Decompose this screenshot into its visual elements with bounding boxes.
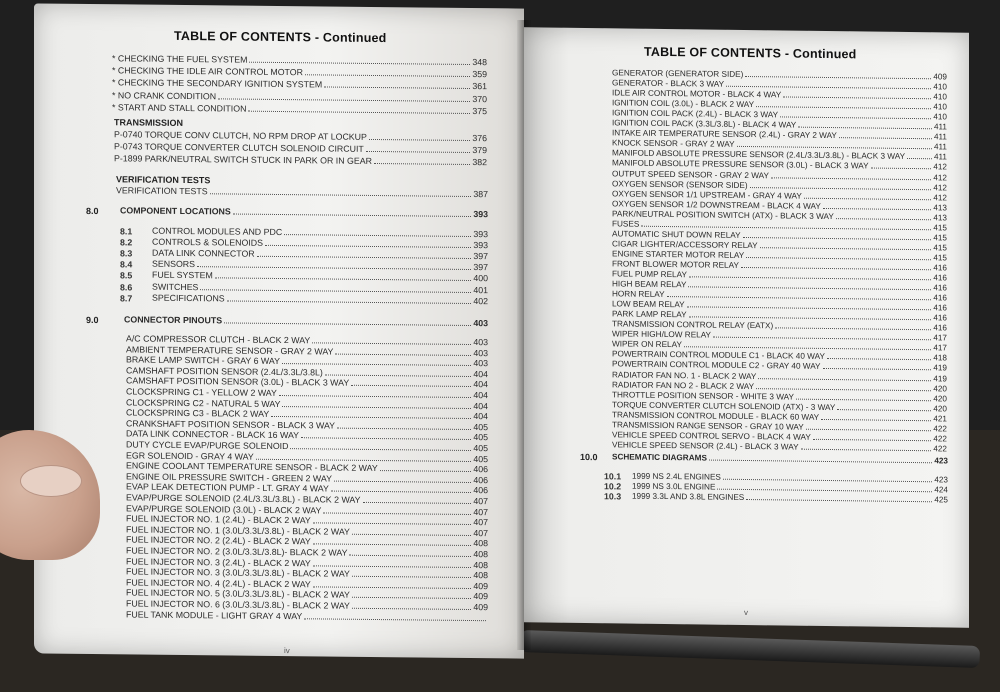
toc-entry-label: OXYGEN SENSOR 1/1 UPSTREAM - GRAY 4 WAY — [612, 188, 802, 201]
toc-entry-page: 416 — [933, 303, 947, 313]
toc-entry-label: WIPER ON RELAY — [612, 339, 682, 350]
toc-entry-label: P-1899 PARK/NEUTRAL SWITCH STUCK IN PARK OR IN GEAR — [114, 153, 372, 166]
toc-entry-label: GENERATOR (GENERATOR SIDE) — [612, 68, 744, 79]
toc-entry-label: THROTTLE POSITION SENSOR - WHITE 3 WAY — [612, 389, 794, 402]
dot-leader — [837, 403, 931, 411]
toc-entry-label: DATA LINK CONNECTOR - BLACK 16 WAY — [126, 428, 300, 441]
toc-entry-page: 407 — [473, 527, 488, 538]
dot-leader — [907, 152, 932, 159]
toc-entry-page: 415 — [933, 223, 947, 233]
dot-leader — [806, 422, 932, 431]
dot-leader — [312, 336, 471, 345]
toc-entry-page: 422 — [933, 434, 947, 444]
left-toc-title-text: TABLE OF CONTENTS — [174, 28, 312, 45]
toc-entry-label: IGNITION COIL (3.0L) - BLACK 2 WAY — [612, 98, 755, 110]
toc-entry-label: WIPER HIGH/LOW RELAY — [612, 329, 712, 340]
dot-leader — [352, 591, 471, 599]
dot-leader — [335, 347, 471, 355]
toc-entry-page: 416 — [933, 283, 947, 293]
toc-entry-label: A/C COMPRESSOR CLUTCH - BLACK 2 WAY — [126, 333, 311, 346]
toc-entry-page: 411 — [933, 122, 947, 132]
dot-leader — [380, 464, 472, 472]
dot-leader — [726, 80, 931, 90]
toc-entry-page: 415 — [933, 253, 947, 263]
subsection-number: 8.4 — [120, 259, 133, 270]
dot-leader — [304, 612, 486, 621]
toc-entry-label: * START AND STALL CONDITION — [112, 102, 247, 114]
right-page-number: v — [744, 607, 748, 618]
toc-entry-page: 406 — [473, 474, 488, 485]
dot-leader — [227, 294, 472, 304]
dot-leader — [813, 433, 932, 441]
toc-entry-label: SWITCHES — [152, 281, 199, 292]
section-9-row[interactable] — [124, 315, 488, 328]
toc-entry-label: VEHICLE SPEED SENSOR (2.4L) - BLACK 3 WAY — [612, 440, 799, 452]
dot-leader — [218, 92, 470, 102]
dot-leader — [271, 410, 471, 419]
dot-leader — [351, 379, 471, 387]
toc-entry-page: 403 — [473, 337, 488, 348]
toc-entry-page: 403 — [473, 358, 488, 369]
toc-entry-label: SPECIFICATIONS — [152, 292, 225, 304]
subsection-number: 10.3 — [604, 491, 622, 502]
dot-leader — [323, 506, 471, 515]
toc-entry-page: 401 — [473, 284, 488, 295]
toc-entry-label: * CHECKING THE FUEL SYSTEM — [112, 53, 248, 65]
toc-entry-page: 409 — [933, 72, 947, 82]
toc-entry-page: 412 — [933, 182, 947, 192]
toc-entry-label: CLOCKSPRING C3 - BLACK 2 WAY — [126, 407, 270, 420]
toc-entry-page: 416 — [933, 313, 947, 323]
toc-entry-page: 376 — [472, 133, 487, 144]
toc-entry-page: 415 — [933, 233, 947, 243]
toc-entry-page: 405 — [473, 421, 488, 432]
toc-entry-page: 413 — [933, 212, 947, 223]
right-page — [524, 27, 969, 627]
right-toc-title — [644, 45, 857, 62]
dot-leader — [313, 538, 472, 547]
section-page: 403 — [473, 318, 488, 329]
dot-leader — [282, 400, 471, 409]
toc-entry-page: 359 — [472, 69, 487, 80]
toc-entry-page: 423 — [934, 475, 948, 485]
toc-entry-page: 402 — [473, 295, 488, 306]
toc-entry-label: FUEL SYSTEM — [152, 270, 213, 281]
toc-entry-page: 419 — [933, 363, 947, 373]
section-8-row[interactable] — [120, 206, 488, 219]
toc-entry-label: FUEL INJECTOR NO. 4 (2.4L) - BLACK 2 WAY — [126, 577, 311, 590]
toc-entry-page: 411 — [933, 142, 947, 152]
toc-entry-label: FUEL INJECTOR NO. 2 (2.4L) - BLACK 2 WAY — [126, 534, 311, 547]
toc-entry-label: CLOCKSPRING C2 - NATURAL 5 WAY — [126, 396, 281, 409]
dot-leader — [750, 181, 932, 190]
toc-entry-page: 417 — [933, 343, 947, 353]
subsection-number: 8.2 — [120, 237, 133, 248]
dot-leader — [713, 331, 931, 341]
toc-entry-label: CAMSHAFT POSITION SENSOR (2.4L/3.3L/3.8L) — [126, 365, 323, 378]
dot-leader — [352, 528, 471, 536]
section-page: 393 — [473, 209, 488, 220]
toc-entry-label: POWERTRAIN CONTROL MODULE C1 - BLACK 40 WAY — [612, 349, 825, 362]
dot-leader — [369, 133, 470, 141]
dot-leader — [352, 570, 471, 578]
toc-entry-label: VERIFICATION TESTS — [116, 185, 208, 197]
toc-entry-page: 393 — [473, 240, 488, 251]
dot-leader — [349, 549, 471, 557]
toc-entry-page: 408 — [473, 570, 488, 581]
toc-entry-label: ENGINE COOLANT TEMPERATURE SENSOR - BLACK 2 WAY — [126, 460, 378, 474]
dot-leader — [801, 443, 932, 452]
toc-entry-page: 397 — [473, 251, 488, 262]
toc-entry-page: 420 — [933, 383, 947, 393]
toc-entry-label: MANIFOLD ABSOLUTE PRESSURE SENSOR (2.4L/3.3L/3.8L) - BLACK 3 WAY — [612, 148, 906, 162]
left-toc-title-suffix: - Continued — [314, 30, 387, 46]
toc-entry-page: 424 — [934, 485, 948, 495]
toc-entry-page: 425 — [934, 495, 948, 505]
toc-entry-page: 405 — [473, 453, 488, 464]
dot-leader — [756, 382, 931, 391]
subsection-number: 10.1 — [604, 471, 622, 482]
toc-entry-page: 419 — [933, 373, 947, 383]
dot-leader — [839, 131, 932, 139]
toc-entry-page: 412 — [933, 192, 947, 203]
toc-entry-label: EGR SOLENOID - GRAY 4 WAY — [126, 449, 254, 462]
toc-entry-page: 416 — [933, 273, 947, 283]
toc-entry-label: FUEL PUMP RELAY — [612, 269, 687, 280]
dot-leader — [301, 432, 471, 441]
toc-entry-label: DUTY CYCLE EVAP/PURGE SOLENOID — [126, 439, 289, 452]
toc-entry-label: EVAP LEAK DETECTION PUMP - LT. GRAY 4 WAY — [126, 481, 329, 494]
dot-leader — [249, 56, 470, 65]
dot-leader — [746, 251, 931, 260]
dot-leader — [265, 239, 471, 248]
toc-entry-label: LOW BEAM RELAY — [612, 299, 685, 310]
dot-leader — [756, 100, 931, 109]
toc-entry-label: CAMSHAFT POSITION SENSOR (3.0L) - BLACK 3 WAY — [126, 375, 350, 389]
toc-entry-page: 408 — [473, 559, 488, 570]
toc-entry-page: 408 — [473, 538, 488, 549]
dot-leader — [741, 261, 931, 270]
toc-entry-label: FUEL TANK MODULE - LIGHT GRAY 4 WAY — [126, 608, 303, 621]
dot-leader — [709, 454, 932, 464]
toc-entry-page: 411 — [933, 132, 947, 142]
dot-leader — [256, 452, 472, 461]
toc-entry-label: OUTPUT SPEED SENSOR - GRAY 2 WAY — [612, 168, 769, 180]
toc-entry-label: * CHECKING THE SECONDARY IGNITION SYSTEM — [112, 77, 323, 90]
dot-leader — [836, 212, 931, 220]
toc-entry-label: CONTROLS & SOLENOIDS — [152, 236, 263, 248]
toc-entry-label: FUEL INJECTOR NO. 5 (3.0L/3.3L/3.8L) - BLACK 2 WAY — [126, 587, 350, 601]
toc-entry-label: IDLE AIR CONTROL MOTOR - BLACK 4 WAY — [612, 88, 782, 100]
dot-leader — [374, 157, 470, 165]
toc-entry-page: 404 — [473, 411, 488, 422]
toc-entry-label: POWERTRAIN CONTROL MODULE C2 - GRAY 40 WAY — [612, 359, 821, 372]
dot-leader — [313, 517, 472, 526]
toc-entry-page: 406 — [473, 485, 488, 496]
dot-leader — [279, 389, 471, 398]
toc-entry-label: 1999 3.3L AND 3.8L ENGINES — [632, 491, 745, 502]
toc-entry-page: 422 — [933, 444, 947, 454]
toc-entry-label: VEHICLE SPEED CONTROL SERVO - BLACK 4 WAY — [612, 430, 811, 442]
dot-leader — [305, 68, 470, 77]
toc-entry-label: EVAP/PURGE SOLENOID (3.0L) - BLACK 2 WAY — [126, 502, 322, 516]
toc-entry-page: 421 — [933, 413, 947, 424]
toc-entry-label: KNOCK SENSOR - GRAY 2 WAY — [612, 138, 735, 150]
toc-entry-label: * CHECKING THE IDLE AIR CONTROL MOTOR — [112, 65, 303, 78]
dot-leader — [771, 171, 931, 180]
subsection-number: 10.2 — [604, 481, 622, 492]
toc-entry-label: FUSES — [612, 219, 640, 229]
dot-leader — [758, 372, 931, 381]
dot-leader — [745, 70, 931, 79]
toc-entry-page: 411 — [933, 152, 947, 162]
toc-entry-page: 361 — [472, 81, 487, 92]
toc-entry-label: FRONT BLOWER MOTOR RELAY — [612, 259, 739, 270]
toc-entry-page: 416 — [933, 263, 947, 273]
toc-entry-label: ENGINE OIL PRESSURE SWITCH - GREEN 2 WAY — [126, 471, 332, 484]
toc-entry-page: 412 — [933, 162, 947, 172]
thumb-nail — [20, 465, 82, 497]
transmission-heading: TRANSMISSION — [114, 117, 184, 128]
dot-leader — [313, 580, 472, 589]
toc-entry-page: 409 — [473, 602, 488, 613]
toc-entry-page: 400 — [473, 273, 488, 284]
toc-entry-label: HORN RELAY — [612, 289, 665, 300]
component-location-entry[interactable] — [152, 271, 488, 283]
dot-leader — [823, 202, 932, 210]
toc-entry-label: ENGINE STARTER MOTOR RELAY — [612, 249, 745, 260]
toc-entry-label: MANIFOLD ABSOLUTE PRESSURE SENSOR (3.0L) - BLACK 3 WAY — [612, 158, 869, 171]
toc-entry-label: AUTOMATIC SHUT DOWN RELAY — [612, 229, 741, 240]
toc-entry-label: 1999 NS 2.4L ENGINES — [632, 471, 721, 482]
dot-leader — [746, 493, 932, 502]
toc-entry-page: 420 — [933, 403, 947, 414]
dot-leader — [723, 473, 932, 483]
dot-leader — [324, 81, 470, 90]
left-page-number: iv — [284, 646, 290, 656]
right-toc-title-suffix: - Continued — [784, 46, 857, 62]
dot-leader — [717, 483, 932, 493]
toc-entry-label: CRANKSHAFT POSITION SENSOR - BLACK 3 WAY — [126, 418, 336, 431]
toc-entry-page: 422 — [933, 424, 947, 434]
toc-entry-page: 387 — [473, 189, 488, 200]
toc-entry-page: 416 — [933, 293, 947, 303]
toc-entry-label: RADIATOR FAN NO 2 - BLACK 2 WAY — [612, 379, 755, 391]
toc-entry-label: FUEL INJECTOR NO. 1 (3.0L/3.3L/3.8L) - BLACK 2 WAY — [126, 524, 350, 537]
toc-entry-page: 413 — [933, 202, 947, 213]
dot-leader — [334, 474, 471, 482]
toc-entry-page: 379 — [472, 145, 487, 156]
starred-toc-entry[interactable] — [112, 79, 487, 92]
toc-entry-page: 370 — [472, 93, 487, 104]
toc-entry-page: 404 — [473, 368, 488, 379]
toc-entry-page: 397 — [473, 262, 488, 273]
toc-entry-label: RADIATOR FAN NO. 1 - BLACK 2 WAY — [612, 369, 757, 381]
dot-leader — [257, 250, 472, 259]
dot-leader — [760, 241, 932, 250]
transmission-toc-entry[interactable] — [114, 154, 487, 167]
toc-entry-page: 410 — [933, 112, 947, 122]
left-page — [34, 3, 524, 658]
dot-leader — [325, 368, 471, 377]
subsection-number: 8.1 — [120, 226, 133, 237]
dot-leader — [284, 228, 471, 237]
toc-entry-label: TRANSMISSION CONTROL MODULE - BLACK 60 WAY — [612, 410, 820, 422]
dot-leader — [823, 362, 932, 370]
dot-leader — [775, 322, 931, 331]
dot-leader — [248, 104, 470, 113]
dot-leader — [821, 413, 931, 421]
toc-entry-label: FUEL INJECTOR NO. 3 (2.4L) - BLACK 2 WAY — [126, 555, 311, 568]
toc-entry-page: 417 — [933, 333, 947, 343]
toc-entry-page: 412 — [933, 172, 947, 182]
toc-entry-page: 404 — [473, 400, 488, 411]
toc-entry-page: 420 — [933, 393, 947, 404]
verification-toc-entry[interactable] — [116, 186, 488, 199]
toc-entry-page: 407 — [473, 517, 488, 528]
toc-entry-label: PARK LAMP RELAY — [612, 309, 687, 320]
toc-entry-page: 416 — [933, 323, 947, 333]
dot-leader — [200, 283, 471, 293]
toc-entry-page: 407 — [473, 506, 488, 517]
toc-entry-label: OXYGEN SENSOR 1/2 DOWNSTREAM - BLACK 4 WAY — [612, 198, 821, 211]
toc-entry-label: GENERATOR - BLACK 3 WAY — [612, 78, 725, 89]
toc-entry-page: 410 — [933, 102, 947, 112]
section-10-number: 10.0 — [580, 451, 598, 463]
toc-entry-page: 382 — [472, 157, 487, 168]
dot-leader — [798, 121, 932, 130]
subsection-number: 8.5 — [120, 270, 133, 281]
dot-leader — [352, 602, 471, 610]
toc-entry-page: 403 — [473, 347, 488, 358]
dot-leader — [337, 421, 471, 429]
section-9-number: 9.0 — [86, 314, 99, 326]
component-location-entry[interactable] — [152, 293, 488, 305]
toc-entry-label: DATA LINK CONNECTOR — [152, 247, 255, 259]
toc-entry-label: CONTROL MODULES AND PDC — [152, 225, 283, 238]
dot-leader — [780, 111, 931, 120]
toc-entry-label: IGNITION COIL PACK (2.4L) - BLACK 3 WAY — [612, 108, 779, 120]
toc-entry-page: 409 — [473, 591, 488, 602]
toc-entry-label: SENSORS — [152, 258, 196, 270]
toc-entry-label: HIGH BEAM RELAY — [612, 279, 687, 290]
section-8-number: 8.0 — [86, 205, 99, 217]
toc-entry-label: CLOCKSPRING C1 - YELLOW 2 WAY — [126, 386, 277, 398]
toc-entry-label: P-0743 TORQUE CONVERTER CLUTCH SOLENOID CIRCUIT — [114, 141, 364, 154]
toc-entry-label: BRAKE LAMP SWITCH - GRAY 6 WAY — [126, 354, 280, 367]
toc-entry-label: PARK/NEUTRAL POSITION SWITCH (ATX) - BLACK 3 WAY — [612, 209, 834, 221]
toc-entry-label: IGNITION COIL PACK (3.3L/3.8L) - BLACK 4 WAY — [612, 118, 797, 130]
toc-entry-page: 410 — [933, 82, 947, 92]
dot-leader — [796, 392, 931, 401]
right-toc-title-text: TABLE OF CONTENTS — [644, 44, 782, 61]
toc-entry-page: 393 — [473, 229, 488, 240]
toc-entry-label: P-0740 TORQUE CONV CLUTCH, NO RPM DROP AT LOCKUP — [114, 129, 367, 142]
toc-entry-label: CIGAR LIGHTER/ACCESSORY RELAY — [612, 239, 758, 250]
starred-toc-entry[interactable] — [112, 91, 487, 104]
section-label: COMPONENT LOCATIONS — [120, 205, 231, 217]
dot-leader — [331, 485, 471, 493]
verification-heading: VERIFICATION TESTS — [116, 174, 211, 186]
toc-entry-page: 407 — [473, 496, 488, 507]
toc-entry-page: 404 — [473, 390, 488, 401]
toc-entry-page: 410 — [933, 92, 947, 102]
dot-leader — [827, 352, 931, 360]
dot-leader — [743, 231, 932, 240]
toc-entry-label: EVAP/PURGE SOLENOID (2.4L/3.3L/3.8L) - BLACK 2 WAY — [126, 492, 361, 505]
toc-entry-label: FUEL INJECTOR NO. 6 (3.0L/3.3L/3.8L) - BLACK 2 WAY — [126, 598, 350, 611]
toc-entry-label: AMBIENT TEMPERATURE SENSOR - GRAY 2 WAY — [126, 343, 334, 357]
dot-leader — [210, 187, 472, 197]
toc-entry-page: 348 — [472, 57, 487, 68]
dot-leader — [783, 91, 931, 100]
dot-leader — [313, 559, 472, 568]
toc-entry-page: 405 — [473, 443, 488, 454]
connector-pinout-entry[interactable] — [126, 610, 488, 623]
toc-entry-label: * NO CRANK CONDITION — [112, 89, 217, 101]
dot-leader — [233, 208, 472, 217]
dot-leader — [737, 140, 932, 149]
component-location-entry[interactable] — [152, 249, 488, 261]
toc-entry-page: 409 — [473, 580, 488, 591]
toc-entry-page: 375 — [472, 105, 487, 116]
toc-entry-label: FUEL INJECTOR NO. 2 (3.0L/3.3L/3.8L)- BLACK 2 WAY — [126, 545, 348, 558]
left-toc-title — [174, 29, 387, 45]
dot-leader — [363, 496, 472, 504]
toc-entry-page: 408 — [473, 549, 488, 560]
toc-entry-page: 406 — [473, 464, 488, 475]
toc-entry-label: INTAKE AIR TEMPERATURE SENSOR (2.4L) - GRAY 2 WAY — [612, 128, 837, 141]
toc-entry-label: TORQUE CONVERTER CLUTCH SOLENOID (ATX) - 3 WAY — [612, 399, 836, 412]
dot-leader — [224, 316, 471, 326]
toc-entry-page: 415 — [933, 243, 947, 253]
starred-toc-entry[interactable] — [112, 103, 487, 116]
toc-entry-label: FUEL INJECTOR NO. 1 (2.4L) - BLACK 2 WAY — [126, 513, 311, 526]
toc-entry-label: OXYGEN SENSOR (SENSOR SIDE) — [612, 178, 748, 190]
section-page: 423 — [934, 456, 948, 466]
section-10-row[interactable] — [612, 452, 948, 465]
toc-entry-label: FUEL INJECTOR NO. 3 (3.0L/3.3L/3.8L) - BLACK 2 WAY — [126, 566, 350, 579]
toc-entry-label: TRANSMISSION CONTROL RELAY (EATX) — [612, 319, 774, 331]
subsection-number: 8.7 — [120, 292, 133, 304]
dot-leader — [290, 442, 471, 451]
dot-leader — [215, 272, 472, 282]
toc-entry-page: 404 — [473, 379, 488, 390]
toc-entry-label: TRANSMISSION RANGE SENSOR - GRAY 10 WAY — [612, 420, 804, 432]
dot-leader — [804, 191, 931, 200]
subsection-number: 8.6 — [120, 281, 133, 292]
section-label: SCHEMATIC DIAGRAMS — [612, 452, 707, 463]
toc-entry-page: 405 — [473, 432, 488, 443]
section-label: CONNECTOR PINOUTS — [124, 314, 223, 326]
dot-leader — [366, 145, 471, 153]
dot-leader — [871, 162, 932, 170]
toc-entry-label: 1999 NS 3.0L ENGINE — [632, 481, 716, 492]
subsection-number: 8.3 — [120, 248, 133, 259]
dot-leader — [282, 357, 471, 366]
toc-entry-page: 418 — [933, 353, 947, 363]
dot-leader — [197, 260, 471, 270]
